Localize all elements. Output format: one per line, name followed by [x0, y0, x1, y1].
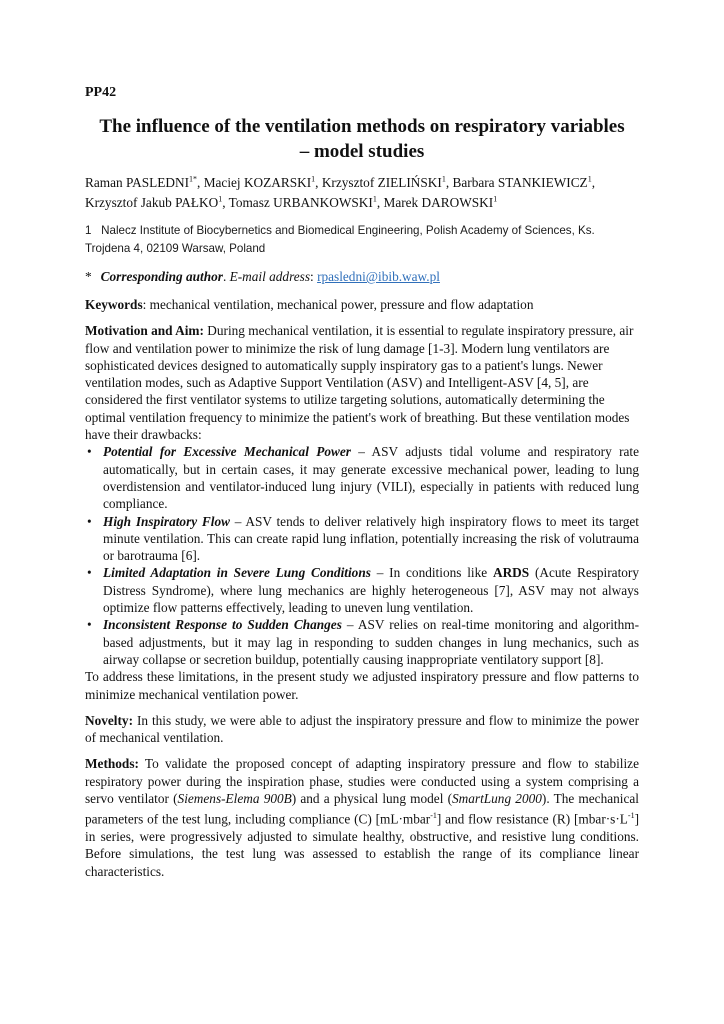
novelty-label: Novelty:	[85, 712, 133, 728]
bullet-icon: •	[87, 565, 92, 581]
drawbacks-list	[85, 443, 639, 668]
affiliation-text: Nalecz Institute of Biocybernetics and Biomedical Engineering, Polish Academy of Sciences, Ks. Trojdena 4, 02109 Warsaw, Poland	[85, 224, 595, 255]
corresponding-author: * Corresponding author. E-mail address: rpasledni@ibib.waw.pl	[85, 269, 440, 284]
novelty-text: In this study, we were able to adjust the inspiratory pressure and flow to minimize the power of mechanical ventilation.	[85, 712, 639, 746]
bullet-icon: •	[87, 444, 92, 460]
motivation-text: During mechanical ventilation, it is essential to regulate inspiratory pressure, air flow and ventilation power to minimize the risk of lung damage [1-3]. Modern lung ventilators are sophisticated devices designed to automatically supply inspiratory gas to a patient's lungs. Newer ventilation modes, such as Adaptive Support Ventilation (ASV) and Intelligent-ASV [4, 5], are considered the first ventilator systems to utilize targeting solutions, automatically determining the optimal ventilation frequency to minimize the patient's work of breathing. But these ventilation modes have their drawbacks:	[85, 323, 634, 443]
list-item: • Inconsistent Response to Sudden Changes – ASV relies on real-time monitoring and algorithm-based adjustments, but it may lag in responding to sudden changes in lung mechanics, such as airway collapse or secretion buildup, potentially causing inappropriate ventilatory support [8].	[87, 617, 640, 667]
keywords	[85, 296, 639, 313]
list-item: • Potential for Excessive Mechanical Power – ASV adjusts tidal volume and respiratory rate automatically, but in certain cases, it may generate excessive mechanical power, leading to lung overdistension and ventilator-induced lung injury (VILI), especially in patients with reduced lung compliance.	[87, 444, 639, 512]
bullet-icon: •	[87, 617, 92, 633]
paper-title	[85, 114, 639, 164]
corresponding-label: Corresponding author	[100, 269, 223, 284]
limitations-paragraph: To address these limitations, in the present study we adjusted inspiratory pressure and flow patterns to minimize mechanical ventilation power.	[85, 669, 639, 702]
author: Krzysztof ZIELIŃSKI$^1$,	[321, 174, 453, 190]
affiliation	[85, 222, 639, 258]
asterisk: *	[85, 269, 92, 284]
author-list	[85, 173, 639, 213]
motivation-label: Motivation and Aim:	[85, 323, 204, 339]
bullet-icon: •	[87, 513, 92, 529]
poster-code: PP42	[85, 85, 117, 100]
email-label: E-mail address	[229, 269, 311, 284]
email-link[interactable]: rpasledni@ibib.waw.pl	[317, 269, 440, 284]
title-line-2: – model studies	[299, 141, 425, 162]
author: Marek DAROWSKI$^1$	[383, 194, 498, 210]
methods-label: Methods:	[85, 756, 139, 772]
keywords-text: : mechanical ventilation, mechanical power, pressure and flow adaptation	[142, 297, 534, 312]
novelty-section	[85, 712, 639, 747]
affiliation-number: 1	[85, 224, 92, 237]
lung-model-name: SmartLung 2000	[452, 791, 542, 807]
keywords-label: Keywords	[85, 297, 143, 312]
author: Barbara STANKIEWICZ$^1$,	[452, 174, 596, 190]
methods-section: Methods: To validate the proposed concept of adapting inspiratory pressure and flow to stabilize respiratory power during the inspiration phase, studies were conducted using a system comprising a servo ventilator (Siemens-Elema 900B) and a physical lung model (SmartLung 2000). The mechanical parameters of the test lung, including compliance (C) [mL·mbar$^{-1}$] and flow resistance (R) $[mbar\cdot s\cdot L^{-1}]$ in series, were progressively adjusted to simulate healthy, obstructive, and resistive lung conditions. Before simulations, the test lung was assessed to establish the range of its compliance linear characteristics.	[85, 756, 640, 879]
title-line-1: The influence of the ventilation methods on respiratory variables	[99, 116, 625, 137]
ventilator-name: Siemens-Elema 900B	[177, 791, 292, 807]
author: Maciej KOZARSKI$^1$,	[203, 174, 322, 190]
author: Raman $PASLEDNI^{1*}$,	[85, 174, 204, 190]
motivation-section	[85, 322, 639, 443]
list-item: • High Inspiratory Flow – ASV tends to deliver relatively high inspiratory flows to meet its target minute ventilation. This can create rapid lung inflation, potentially increasing the risk of volutrauma or barotrauma [6].	[87, 513, 639, 564]
abstract-page	[85, 84, 639, 889]
author: Tomasz URBANKOWSKI$^1$,	[228, 194, 384, 210]
list-item: • Limited Adaptation in Severe Lung Conditions – In conditions like ARDS (Acute Respiratory Distress Syndrome), where lung mechanics are highly heterogeneous [7], ASV may not always optimize flow patterns effectively, leading to uneven lung ventilation.	[87, 565, 639, 616]
author: Krzysztof Jakub PAŁKO$^1$,	[85, 194, 229, 210]
